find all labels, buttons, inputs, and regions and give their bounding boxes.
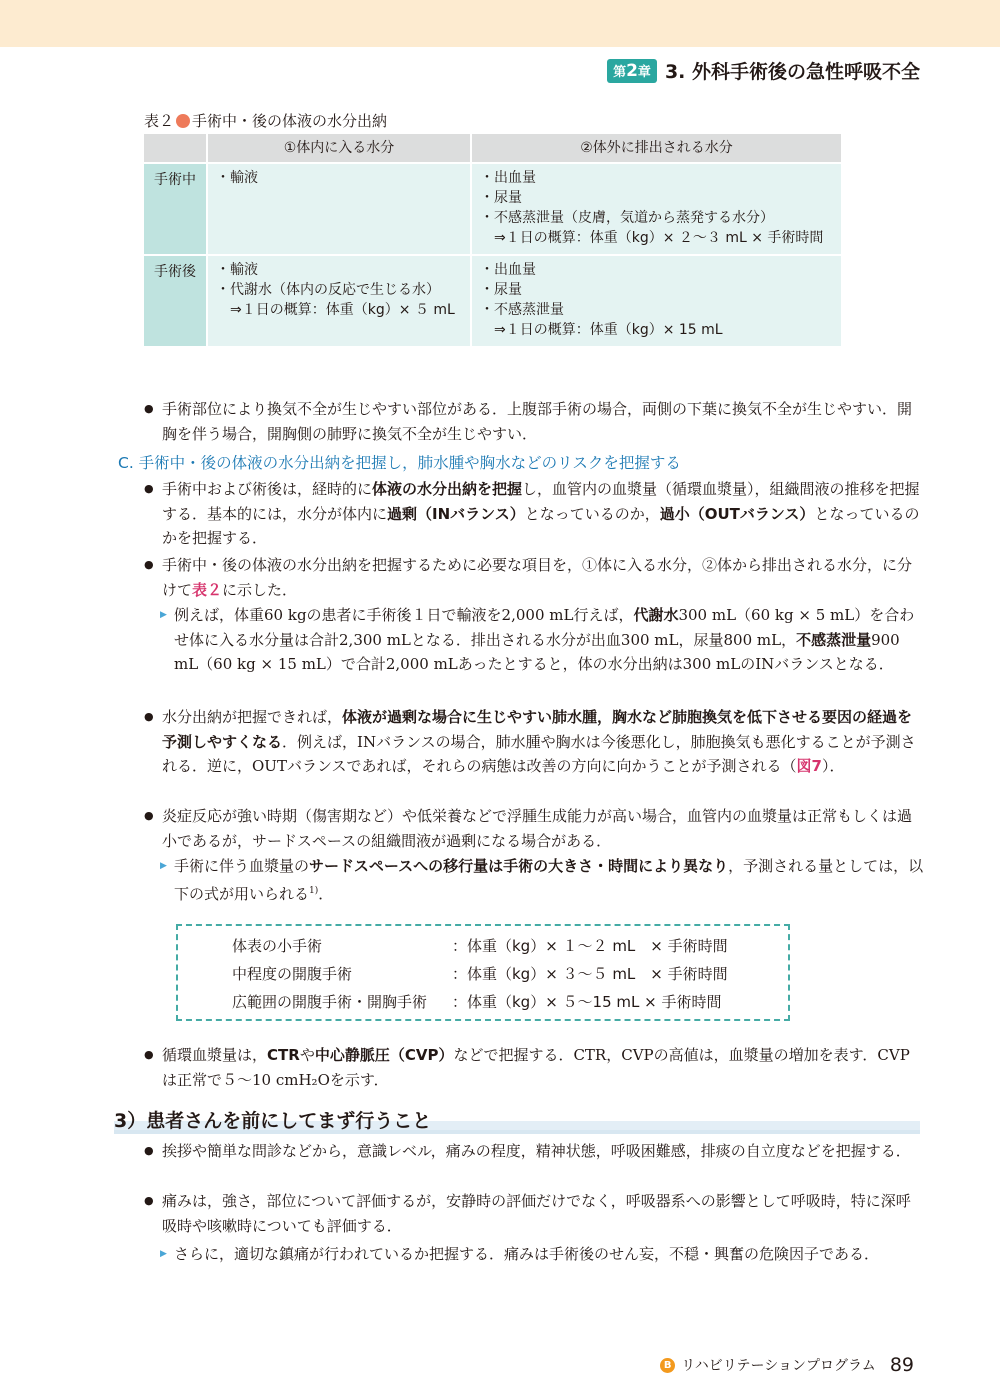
cell-line: ・輸液 [216,170,258,186]
cell-line: ・尿量 [480,282,522,298]
caption-dot-icon [176,114,190,128]
formula-row: 中程度の開腹手術 ：体重（kg）× ３～５ mL × 手術時間 [232,965,728,983]
cell-line: ・尿量 [480,190,522,206]
col-header-intake: ①体内に入る水分 [207,134,471,163]
table-ref-link[interactable]: 表２ [192,580,223,599]
sub-third-space: ▶ 手術に伴う血漿量のサードスペースへの移行量は手術の大きさ・時間により異なり，予測される量としては，以下の式が用いられる$^{1)}$． [160,854,924,906]
footer-label: リハビリテーションプログラム [681,1358,876,1374]
row-label: 手術中 [144,163,207,255]
section-c-heading: C. 手術中・後の体液の水分出納を把握し，肺水腫や胸水などのリスクを把握する [118,454,681,472]
intake-cell [207,255,471,346]
footer [660,1354,914,1376]
cell-line: ⇒１日の概算：体重（kg）× 15 mL [494,322,723,338]
col-header-output: ②体外に排出される水分 [471,134,842,163]
section-b-icon: B [660,1358,675,1373]
cell-line: ・輸液 [216,262,258,278]
formula-box [176,924,790,1021]
bullet-pain: ● 痛みは，強さ，部位について評価するが，安静時の評価だけでなく，呼吸器系への影響として呼吸時，特に深呼吸時や咳嗽時についても評価する． [144,1189,924,1238]
bullet-greeting: ● 挨拶や簡単な問診などから，意識レベル，痛みの程度，精神状態，呼吸困難感，排痰の自立度などを把握する． [144,1139,924,1164]
bullet-inflammation: ● 炎症反応が強い時期（傷害期など）や低栄養などで浮腫生成能力が高い場合，血管内の血漿量は正常もしくは過小であるが，サードスペースの組織間液が過剰になる場合がある． [144,804,924,853]
figure-ref-link[interactable]: 図7 [796,757,822,775]
cell-line: ・出血量 [480,170,536,186]
cell-line: ⇒１日の概算：体重（kg）× ５ mL [230,302,455,318]
cell-line: ⇒１日の概算：体重（kg）× ２～３ mL × 手術時間 [494,230,824,246]
chapter-header [607,57,920,84]
top-band [0,0,1000,47]
fluid-balance-table [144,134,843,346]
formula-row: 広範囲の開腹手術・開胸手術 ：体重（kg）× ５～15 mL × 手術時間 [232,993,722,1011]
page-number: 89 [889,1354,914,1376]
table-caption [144,110,387,131]
section-3-heading: 3）患者さんを前にしてまず行うこと [114,1106,920,1134]
cell-line: ・不感蒸泄量（皮膚，気道から蒸発する水分） [480,210,774,226]
formula-row: 体表の小手術 ：体重（kg）× １～２ mL × 手術時間 [232,937,728,955]
cell-line: ・代謝水（体内の反応で生じる水） [216,282,440,298]
output-cell [471,163,842,255]
bullet-prediction: ● 水分出納が把握できれば，体液が過剰な場合に生じやすい肺水腫，胸水など肺胞換気を低下させる要因の経過を予測しやすくなる．例えば，INバランスの場合，肺水腫や胸水は今後悪化し，肺胞換気も悪化することが予測される．逆に，OUTバランスであれば，それらの病態は改善の方向に向かうことが予測される（図7）． [144,705,924,779]
intake-cell [207,163,471,255]
cell-line: ・不感蒸泄量 [480,302,564,318]
table-row [144,255,842,346]
sub-analgesia: ▶ さらに，適切な鎮痛が行われているか把握する．痛みは手術後のせん妄，不穏・興奮の危険因子である． [160,1242,924,1267]
table-row [144,163,842,255]
table-corner [144,134,207,163]
bullet-cvp: ● 循環血漿量は，CTRや中心静脈圧（CVP）などで把握する．CTR，CVPの高値は，血漿量の増加を表す．CVPは正常で５～10 cmH₂Oを示す． [144,1043,924,1092]
bullet-ventilation: ● 手術部位により換気不全が生じやすい部位がある．上腹部手術の場合，両側の下葉に換気不全が生じやすい．開胸を伴う場合，開胸側の肺野に換気不全が生じやすい． [144,397,924,446]
table-caption-number: 表２ [144,112,175,130]
row-label: 手術後 [144,255,207,346]
cell-line: ・出血量 [480,262,536,278]
bullet-fluid-balance: ● 手術中および術後は，経時的に体液の水分出納を把握し，血管内の血漿量（循環血漿量），組織間液の推移を把握する．基本的には，水分が体内に過剰（INバランス）となっているのか，過小（OUTバランス）となっているのかを把握する． [144,477,924,551]
sub-example: ▶ 例えば，体重60 kgの患者に手術後１日で輸液を2,000 mL行えば，代謝水300 mL（60 kg × 5 mL）を合わせ体に入る水分量は合計2,300 mLとなる．排出される水分が出血300 mL，尿量800 mL，不感蒸泄量900 mL（60 kg × 15 mL）で合計2,000 mLあったとすると，体の水分出納は300 mLのINバランスとなる． [160,603,924,677]
bullet-items: ● 手術中・後の体液の水分出納を把握するために必要な項目を，①体に入る水分，②体から排出される水分，に分けて表２に示した． [144,553,924,602]
chapter-badge: 第2章 [607,59,657,83]
output-cell [471,255,842,346]
chapter-title: 3. 外科手術後の急性呼吸不全 [664,61,920,83]
table-caption-text: 手術中・後の体液の水分出納 [192,112,388,130]
